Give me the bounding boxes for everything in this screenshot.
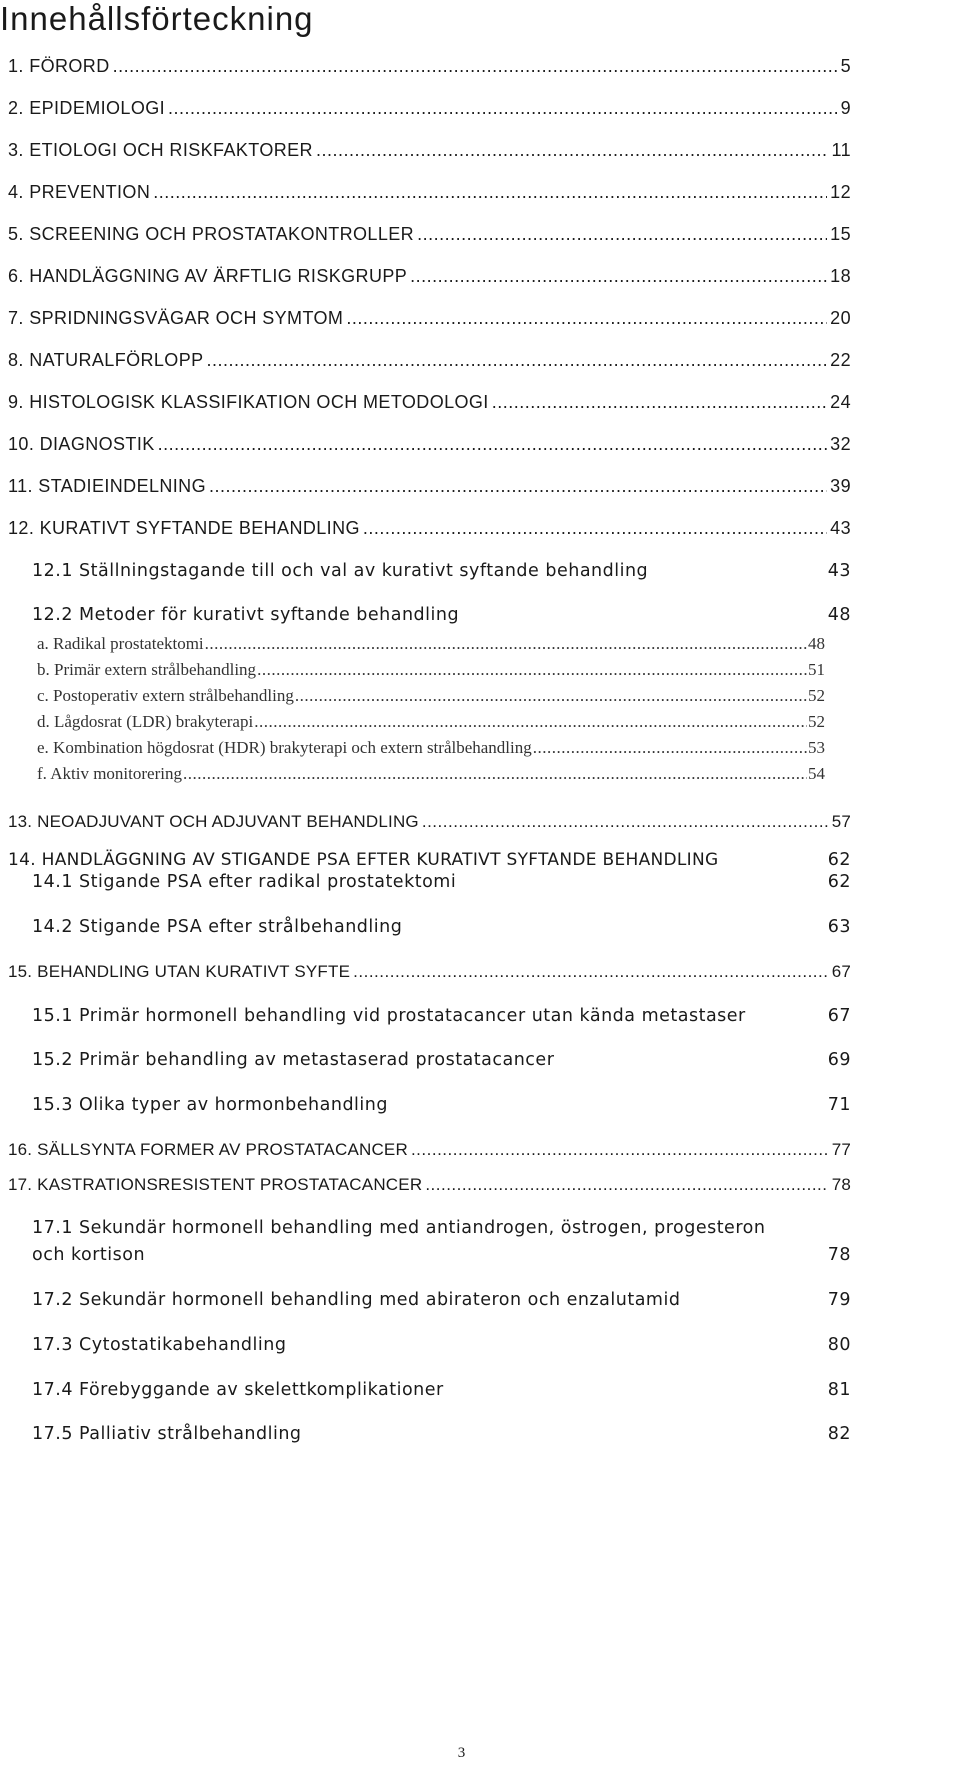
toc-entry[interactable] [8, 812, 851, 832]
page-number: 3 [457, 1745, 466, 1761]
toc-entry[interactable] [8, 1140, 851, 1160]
dot-leader [183, 764, 807, 784]
dot-leader [346, 308, 827, 329]
toc-label: 6. HANDLÄGGNING AV ÄRFTLIG RISKGRUPP [8, 266, 408, 286]
toc-label: 7. SPRIDNINGSVÄGAR OCH SYMTOM [8, 308, 344, 328]
dot-leader [410, 266, 827, 287]
toc-label: e. Kombination högdosrat (HDR) brakyterapi och extern strålbehandling [37, 738, 532, 757]
toc-page: 9 [840, 98, 851, 118]
dot-leader [533, 738, 807, 758]
toc-label[interactable]: 14. HANDLÄGGNING AV STIGANDE PSA EFTER KURATIVT SYFTANDE BEHANDLING [8, 850, 719, 870]
toc-page: 77 [831, 1140, 851, 1159]
dot-leader [295, 686, 807, 706]
toc-page: 79 [827, 1290, 851, 1310]
toc-label: 3. ETIOLOGI OCH RISKFAKTORER [8, 140, 313, 160]
toc-page: 82 [827, 1424, 851, 1444]
toc-entry[interactable] [8, 392, 851, 413]
toc-page: 43 [827, 561, 851, 581]
toc-page: 43 [830, 518, 851, 538]
dot-leader [168, 98, 838, 119]
toc-page: 22 [830, 350, 851, 370]
toc-entry[interactable] [37, 634, 825, 654]
dot-leader [353, 962, 829, 982]
toc-label: c. Postoperativ extern strålbehandling [37, 686, 294, 705]
toc-label[interactable]: 17.1 Sekundär hormonell behandling med antiandrogen, östrogen, progesteron [32, 1218, 766, 1238]
toc-entry[interactable] [37, 712, 825, 732]
toc-page: 11 [831, 140, 851, 160]
toc-page: 51 [808, 660, 825, 679]
toc-page: 32 [830, 434, 851, 454]
dot-leader [207, 350, 828, 371]
dot-leader [363, 518, 827, 539]
dot-leader [158, 434, 828, 455]
toc-label[interactable]: 14.1 Stigande PSA efter radikal prostatektomi [32, 872, 457, 892]
toc-label[interactable]: 17.2 Sekundär hormonell behandling med abirateron och enzalutamid [32, 1290, 681, 1310]
toc-label: 13. NEOADJUVANT OCH ADJUVANT BEHANDLING [8, 812, 419, 831]
toc-entry[interactable] [37, 764, 825, 784]
toc-entry[interactable] [8, 56, 851, 77]
toc-page: 15 [830, 224, 851, 244]
toc-entry[interactable] [8, 350, 851, 371]
toc-label: 4. PREVENTION [8, 182, 151, 202]
dot-leader [209, 476, 827, 497]
dot-leader [153, 182, 827, 203]
toc-entry[interactable] [8, 266, 851, 287]
toc-label[interactable]: 15.1 Primär hormonell behandling vid prostatacancer utan kända metastaser [32, 1006, 746, 1026]
toc-page: 54 [808, 764, 825, 783]
toc-page: 18 [830, 266, 851, 286]
toc-label[interactable]: 12.1 Ställningstagande till och val av kurativt syftande behandling [32, 561, 649, 581]
page-title: Innehållsförteckning [0, 0, 314, 37]
toc-label[interactable]: 17.4 Förebyggande av skelettkomplikationer [32, 1380, 444, 1400]
toc-entry[interactable] [8, 140, 851, 161]
toc-page: 12 [830, 182, 851, 202]
dot-leader [257, 660, 807, 680]
toc-label: 15. BEHANDLING UTAN KURATIVT SYFTE [8, 962, 351, 981]
dot-leader [411, 1140, 829, 1160]
toc-page: 5 [840, 56, 851, 76]
toc-label[interactable]: 15.2 Primär behandling av metastaserad prostatacancer [32, 1050, 555, 1070]
dot-leader [205, 634, 807, 654]
toc-label-continued[interactable]: och kortison [32, 1245, 146, 1265]
toc-label: 17. KASTRATIONSRESISTENT PROSTATACANCER [8, 1175, 423, 1194]
toc-label: 12. KURATIVT SYFTANDE BEHANDLING [8, 518, 360, 538]
toc-page: 62 [827, 850, 851, 870]
toc-entry[interactable] [8, 98, 851, 119]
dot-leader [113, 56, 838, 77]
toc-page: 52 [808, 686, 825, 705]
toc-entry[interactable] [37, 660, 825, 680]
toc-label: a. Radikal prostatektomi [37, 634, 204, 653]
toc-label: 11. STADIEINDELNING [8, 476, 206, 496]
toc-label: b. Primär extern strålbehandling [37, 660, 257, 679]
toc-page: 63 [827, 917, 851, 937]
dot-leader [417, 224, 827, 245]
toc-label: 9. HISTOLOGISK KLASSIFIKATION OCH METODOLOGI [8, 392, 489, 412]
toc-label[interactable]: 12.2 Metoder för kurativt syftande behandling [32, 605, 460, 625]
toc-label: 16. SÄLLSYNTA FORMER AV PROSTATACANCER [8, 1140, 408, 1159]
toc-entry[interactable] [37, 738, 825, 758]
toc-label: 5. SCREENING OCH PROSTATAKONTROLLER [8, 224, 415, 244]
toc-page: 62 [827, 872, 851, 892]
toc-label[interactable]: 17.3 Cytostatikabehandling [32, 1335, 287, 1355]
toc-label: 1. FÖRORD [8, 56, 110, 76]
toc-page: 53 [808, 738, 825, 757]
dot-leader [254, 712, 807, 732]
toc-page: 81 [827, 1380, 851, 1400]
toc-entry[interactable] [8, 224, 851, 245]
toc-page: 80 [827, 1335, 851, 1355]
toc-entry[interactable] [8, 476, 851, 497]
dot-leader [425, 1175, 828, 1195]
toc-page: 48 [827, 605, 851, 625]
toc-page: 67 [831, 962, 851, 981]
toc-page: 52 [808, 712, 825, 731]
toc-page: 20 [830, 308, 851, 328]
toc-label[interactable]: 17.5 Palliativ strålbehandling [32, 1424, 302, 1444]
toc-entry[interactable] [8, 1175, 851, 1195]
toc-label[interactable]: 14.2 Stigande PSA efter strålbehandling [32, 917, 403, 937]
toc-page: 78 [827, 1245, 851, 1265]
toc-entry[interactable] [37, 686, 825, 706]
toc-entry[interactable] [8, 962, 851, 982]
toc-entry[interactable] [8, 308, 851, 329]
dot-leader [316, 140, 829, 161]
toc-entry[interactable] [8, 182, 851, 203]
toc-page: 39 [830, 476, 851, 496]
toc-page: 78 [831, 1175, 851, 1194]
toc-label: f. Aktiv monitorering [37, 764, 182, 783]
toc-label: 8. NATURALFÖRLOPP [8, 350, 204, 370]
toc-entry[interactable] [8, 434, 851, 455]
toc-page: 69 [827, 1050, 851, 1070]
toc-page: 67 [827, 1006, 851, 1026]
toc-label: 2. EPIDEMIOLOGI [8, 98, 166, 118]
toc-page: 48 [808, 634, 825, 653]
toc-page: 24 [830, 392, 851, 412]
toc-label: d. Lågdosrat (LDR) brakyterapi [37, 712, 254, 731]
toc-page: 71 [827, 1095, 851, 1115]
dot-leader [492, 392, 827, 413]
toc-label[interactable]: 15.3 Olika typer av hormonbehandling [32, 1095, 388, 1115]
toc-label: 10. DIAGNOSTIK [8, 434, 155, 454]
dot-leader [422, 812, 829, 832]
toc-entry[interactable] [8, 518, 851, 539]
toc-page: 57 [831, 812, 851, 831]
